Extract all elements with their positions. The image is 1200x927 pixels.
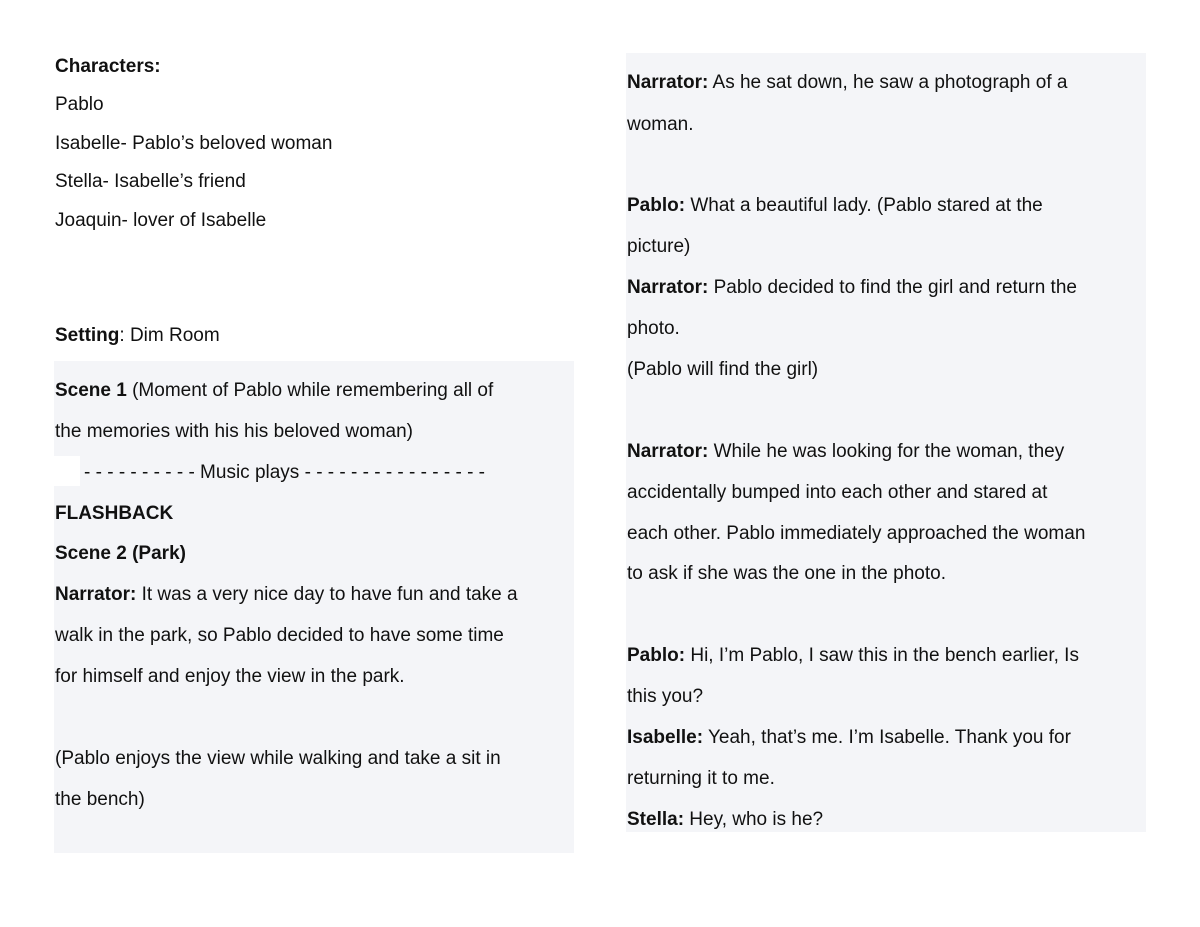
character-pablo: Pablo (55, 94, 104, 115)
r-stella1-text: Hey, who is he? (684, 809, 824, 830)
r-narrator3-line-3: each other. Pablo immediately approached the woman (627, 523, 1086, 544)
r-isabelle1-line-2: returning it to me. (627, 768, 775, 789)
scene1-label: Scene 1 (55, 380, 127, 401)
speaker-narrator: Narrator: (627, 72, 709, 93)
scene1-line-2: the memories with his his beloved woman) (55, 421, 413, 442)
r-narrator2-line-1 (627, 277, 1077, 299)
speaker-pablo: Pablo: (627, 195, 686, 216)
r-narrator2-line-2: photo. (627, 318, 680, 339)
speaker-narrator: Narrator: (627, 441, 709, 462)
r-stella1-line (627, 809, 823, 831)
r-pablo2-line-2: this you? (627, 686, 704, 707)
music-line: - - - - - - - - - - Music plays - - - - - - - - - - - - - - - - (84, 462, 486, 483)
r-pablo1-line-1 (627, 195, 1043, 217)
speaker-pablo: Pablo: (627, 645, 686, 666)
narration1-text: It was a very nice day to have fun and take a (136, 584, 518, 605)
r-isabelle1-text: Yeah, that’s me. I’m Isabelle. Thank you for (703, 727, 1071, 748)
speaker-stella: Stella: (627, 809, 685, 830)
r-narrator1-line-2: woman. (627, 114, 694, 135)
direction1-line-2: the bench) (55, 789, 145, 810)
r-narrator3-line-1 (627, 441, 1064, 463)
speaker-isabelle: Isabelle: (627, 727, 704, 748)
setting-text: : Dim Room (119, 325, 220, 346)
setting-label: Setting (55, 325, 120, 346)
r-pablo2-text: Hi, I’m Pablo, I saw this in the bench earlier, Is (685, 645, 1079, 666)
r-pablo1-text: What a beautiful lady. (Pablo stared at the (685, 195, 1043, 216)
r-narrator2-text: Pablo decided to find the girl and return the (708, 277, 1077, 298)
character-stella: Stella- Isabelle’s friend (55, 171, 246, 192)
narration1-line-2: walk in the park, so Pablo decided to have some time (55, 625, 504, 646)
flashback-heading: FLASHBACK (55, 503, 174, 524)
left-shaded-gap (54, 456, 80, 486)
speaker-narrator: Narrator: (55, 584, 137, 605)
r-narrator1-line-1 (627, 72, 1067, 94)
characters-heading: Characters: (55, 56, 161, 77)
r-narrator3-line-4: to ask if she was the one in the photo. (627, 563, 946, 584)
r-pablo2-line-1 (627, 645, 1079, 667)
scene2-heading: Scene 2 (Park) (55, 543, 186, 564)
r-narrator3-line-2: accidentally bumped into each other and stared at (627, 482, 1048, 503)
narration1-line-3: for himself and enjoy the view in the park. (55, 666, 405, 687)
character-joaquin: Joaquin- lover of Isabelle (55, 210, 267, 231)
character-isabelle: Isabelle- Pablo’s beloved woman (55, 133, 333, 154)
speaker-narrator: Narrator: (627, 277, 709, 298)
scene1-line-1 (55, 380, 493, 402)
r-isabelle1-line-1 (627, 727, 1071, 749)
r-narrator3-text: While he was looking for the woman, they (708, 441, 1065, 462)
direction1-line-1: (Pablo enjoys the view while walking and take a sit in (55, 748, 501, 769)
scene1-text: (Moment of Pablo while remembering all of (126, 380, 494, 401)
r-direction: (Pablo will find the girl) (627, 359, 819, 380)
narration1-line-1 (55, 584, 518, 606)
r-narrator1-text: As he sat down, he saw a photograph of a (708, 72, 1068, 93)
r-pablo1-line-2: picture) (627, 236, 691, 257)
setting-line (55, 325, 220, 347)
